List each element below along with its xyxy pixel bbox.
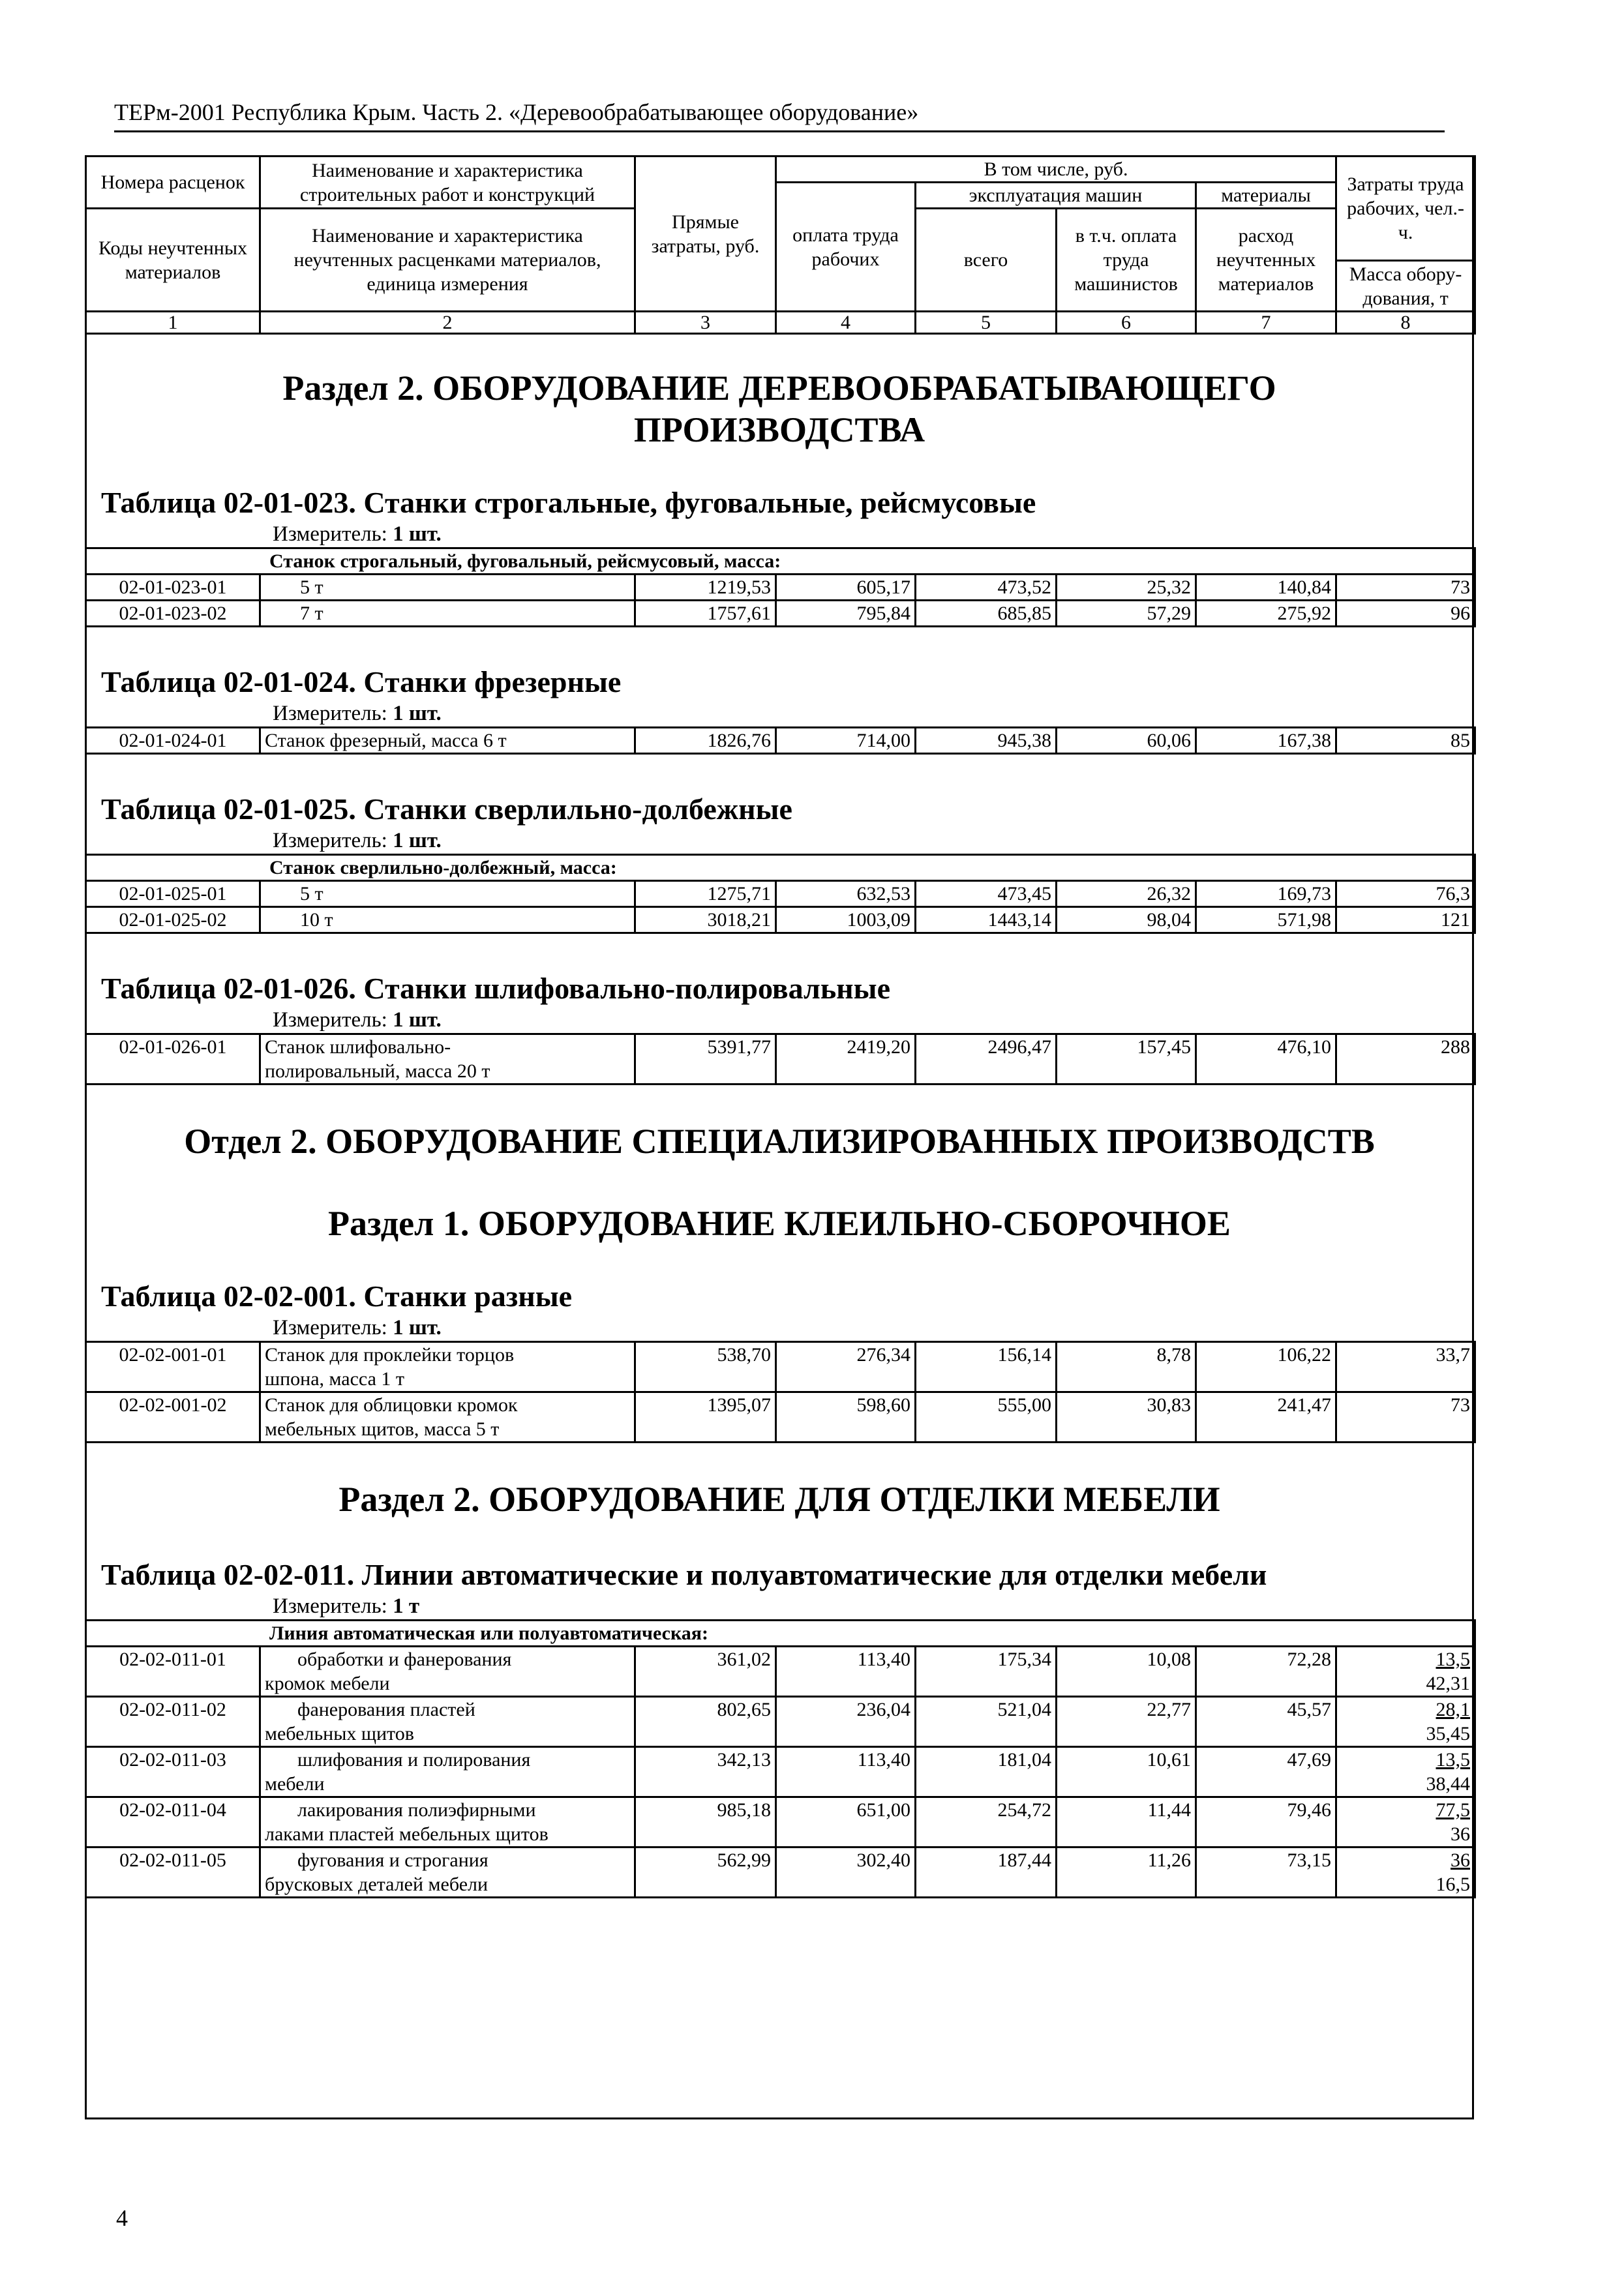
rate-code: 02-02-011-01 [86, 1647, 260, 1697]
table-row [86, 907, 1475, 933]
machinist-cost: 98,04 [1057, 907, 1196, 933]
col1-bottom-header: Коды неучтенных материалов [86, 209, 260, 312]
labor-hours-and-mass: 13,5 42,31 [1336, 1647, 1475, 1697]
material-cost: 167,38 [1196, 728, 1336, 754]
column-header-table [85, 155, 1476, 335]
column-number: 1 [86, 312, 260, 334]
table-title: Таблица 02-02-001. Станки разные [101, 1279, 573, 1313]
direct-cost: 5391,77 [635, 1034, 776, 1085]
machine-cost: 175,34 [916, 1647, 1057, 1697]
table-row [86, 1034, 1475, 1085]
column-number: 4 [776, 312, 916, 334]
table-title: Таблица 02-02-011. Линии автоматические и полуавтоматические для отделки мебели [101, 1558, 1267, 1591]
machine-cost: 181,04 [916, 1747, 1057, 1797]
rate-code: 02-01-026-01 [86, 1034, 260, 1085]
rate-name: фанерования пластей мебельных щитов [260, 1697, 635, 1747]
labor-hours-and-mass: 28,1 35,45 [1336, 1697, 1475, 1747]
machine-cost: 254,72 [916, 1797, 1057, 1848]
table-row [86, 1797, 1475, 1848]
table-title: Таблица 02-01-024. Станки фрезерные [101, 665, 622, 698]
labor-cost: 605,17 [776, 575, 916, 601]
section-title: Раздел 1. ОБОРУДОВАНИЕ КЛЕИЛЬНО-СБОРОЧНОЕ [328, 1204, 1231, 1243]
labor-hours: 73 [1336, 575, 1475, 601]
price-table-023 [85, 547, 1476, 627]
labor-cost: 632,53 [776, 881, 916, 907]
direct-cost: 1219,53 [635, 575, 776, 601]
page-number: 4 [116, 2205, 128, 2231]
price-table-2001 [85, 1341, 1476, 1443]
rate-code: 02-01-025-02 [86, 907, 260, 933]
col7-header: расход неучтенных материалов [1196, 209, 1336, 312]
unit-line: Измеритель: 1 шт. [273, 522, 442, 546]
table-row [86, 1342, 1475, 1392]
machine-cost: 473,52 [916, 575, 1057, 601]
rate-name: фугования и строгания брусковых деталей мебели [260, 1848, 635, 1898]
material-cost: 169,73 [1196, 881, 1336, 907]
labor-hours: 73 [1336, 1392, 1475, 1443]
machine-cost: 473,45 [916, 881, 1057, 907]
unit-line: Измеритель: 1 шт. [273, 1008, 442, 1032]
labor-cost: 236,04 [776, 1697, 916, 1747]
labor-hours: 121 [1336, 907, 1475, 933]
direct-cost: 1757,61 [635, 601, 776, 627]
rate-code: 02-01-025-01 [86, 881, 260, 907]
labor-cost: 2419,20 [776, 1034, 916, 1085]
material-cost: 275,92 [1196, 601, 1336, 627]
running-header: ТЕРм-2001 Республика Крым. Часть 2. «Деревообрабатывающее оборудование» [114, 98, 1445, 132]
price-table-026 [85, 1033, 1476, 1085]
direct-cost: 1275,71 [635, 881, 776, 907]
group-label: Линия автоматическая или полуавтоматическая: [86, 1621, 1475, 1647]
machinist-cost: 30,83 [1057, 1392, 1196, 1443]
labor-hours: 85 [1336, 728, 1475, 754]
column-number: 5 [916, 312, 1057, 334]
col3-header: Прямые затраты, руб. [635, 157, 776, 312]
rate-name: Станок фрезерный, масса 6 т [260, 728, 635, 754]
material-cost: 45,57 [1196, 1697, 1336, 1747]
labor-hours: 33,7 [1336, 1342, 1475, 1392]
machinist-cost: 60,06 [1057, 728, 1196, 754]
column-number: 3 [635, 312, 776, 334]
table-row [86, 1848, 1475, 1898]
col6-header: в т.ч. оплата труда машинистов [1057, 209, 1196, 312]
machine-cost: 1443,14 [916, 907, 1057, 933]
machine-cost: 156,14 [916, 1342, 1057, 1392]
table-title: Таблица 02-01-025. Станки сверлильно-долбежные [101, 792, 792, 826]
labor-hours: 76,3 [1336, 881, 1475, 907]
table-title: Таблица 02-01-026. Станки шлифовально-полировальные [101, 972, 891, 1005]
rate-code: 02-02-011-02 [86, 1697, 260, 1747]
col2-top-header: Наименование и характеристика строительных работ и конструкций [260, 157, 635, 209]
machines-header: эксплуатация машин [916, 183, 1196, 209]
column-number: 7 [1196, 312, 1336, 334]
labor-cost: 1003,09 [776, 907, 916, 933]
machine-cost: 187,44 [916, 1848, 1057, 1898]
table-row [86, 1647, 1475, 1697]
table-title: Таблица 02-01-023. Станки строгальные, фуговальные, рейсмусовые [101, 486, 1036, 519]
table-row [86, 1392, 1475, 1443]
labor-hours: 288 [1336, 1034, 1475, 1085]
group-label: Станок сверлильно-долбежный, масса: [86, 855, 1475, 881]
material-cost: 106,22 [1196, 1342, 1336, 1392]
labor-cost: 276,34 [776, 1342, 916, 1392]
table-row [86, 575, 1475, 601]
material-cost: 73,15 [1196, 1848, 1336, 1898]
direct-cost: 361,02 [635, 1647, 776, 1697]
rate-name: Станок для проклейки торцов шпона, масса 1 т [260, 1342, 635, 1392]
material-cost: 476,10 [1196, 1034, 1336, 1085]
direct-cost: 1395,07 [635, 1392, 776, 1443]
table-row [86, 728, 1475, 754]
rate-name: Станок для облицовки кромок мебельных щитов, масса 5 т [260, 1392, 635, 1443]
rate-code: 02-02-011-04 [86, 1797, 260, 1848]
col2-bottom-header: Наименование и характеристика неучтенных расценками материалов, единица измерения [260, 209, 635, 312]
rate-code: 02-02-011-05 [86, 1848, 260, 1898]
materials-header: материалы [1196, 183, 1336, 209]
direct-cost: 985,18 [635, 1797, 776, 1848]
col8-bottom-header: Масса обору-дования, т [1336, 261, 1475, 312]
unit-line: Измеритель: 1 т [273, 1594, 420, 1618]
section-title: Раздел 2. ОБОРУДОВАНИЕ ДЕРЕВООБРАБАТЫВАЮЩЕГО ПРОИЗВОДСТВА [282, 368, 1276, 449]
labor-hours-and-mass: 77,5 36 [1336, 1797, 1475, 1848]
direct-cost: 538,70 [635, 1342, 776, 1392]
machinist-cost: 10,61 [1057, 1747, 1196, 1797]
machinist-cost: 11,26 [1057, 1848, 1196, 1898]
rate-name: Станок шлифовально-полировальный, масса 20 т [260, 1034, 635, 1085]
content-frame [85, 155, 1474, 2119]
rate-code: 02-02-011-03 [86, 1747, 260, 1797]
rate-name: 7 т [260, 601, 635, 627]
column-number: 2 [260, 312, 635, 334]
machinist-cost: 157,45 [1057, 1034, 1196, 1085]
included-header: В том числе, руб. [776, 157, 1336, 183]
col1-top-header: Номера расценок [86, 157, 260, 209]
price-table-025 [85, 854, 1476, 934]
material-cost: 571,98 [1196, 907, 1336, 933]
rate-code: 02-02-001-01 [86, 1342, 260, 1392]
material-cost: 47,69 [1196, 1747, 1336, 1797]
group-label: Станок строгальный, фуговальный, рейсмусовый, масса: [86, 548, 1475, 575]
labor-cost: 302,40 [776, 1848, 916, 1898]
rate-name: шлифования и полирования мебели [260, 1747, 635, 1797]
direct-cost: 1826,76 [635, 728, 776, 754]
direct-cost: 802,65 [635, 1697, 776, 1747]
machinist-cost: 10,08 [1057, 1647, 1196, 1697]
machine-cost: 555,00 [916, 1392, 1057, 1443]
table-row [86, 1697, 1475, 1747]
rate-code: 02-01-024-01 [86, 728, 260, 754]
machinist-cost: 11,44 [1057, 1797, 1196, 1848]
unit-line: Измеритель: 1 шт. [273, 829, 442, 852]
machine-cost: 685,85 [916, 601, 1057, 627]
material-cost: 241,47 [1196, 1392, 1336, 1443]
machine-cost: 2496,47 [916, 1034, 1057, 1085]
labor-cost: 598,60 [776, 1392, 916, 1443]
direct-cost: 342,13 [635, 1747, 776, 1797]
machinist-cost: 25,32 [1057, 575, 1196, 601]
material-cost: 79,46 [1196, 1797, 1336, 1848]
column-number: 8 [1336, 312, 1475, 334]
rate-code: 02-02-001-02 [86, 1392, 260, 1443]
machinist-cost: 26,32 [1057, 881, 1196, 907]
price-table-024 [85, 726, 1476, 755]
col8-top-header: Затраты труда рабочих, чел.-ч. [1336, 157, 1475, 261]
material-cost: 140,84 [1196, 575, 1336, 601]
price-table-2011 [85, 1619, 1476, 1898]
table-row [86, 601, 1475, 627]
rate-code: 02-01-023-02 [86, 601, 260, 627]
machinist-cost: 8,78 [1057, 1342, 1196, 1392]
machine-cost: 945,38 [916, 728, 1057, 754]
labor-cost: 795,84 [776, 601, 916, 627]
material-cost: 72,28 [1196, 1647, 1336, 1697]
labor-hours-and-mass: 13,5 38,44 [1336, 1747, 1475, 1797]
column-number: 6 [1057, 312, 1196, 334]
unit-line: Измеритель: 1 шт. [273, 702, 442, 725]
labor-cost: 113,40 [776, 1747, 916, 1797]
section-title: Раздел 2. ОБОРУДОВАНИЕ ДЛЯ ОТДЕЛКИ МЕБЕЛИ [338, 1480, 1220, 1519]
direct-cost: 562,99 [635, 1848, 776, 1898]
rate-code: 02-01-023-01 [86, 575, 260, 601]
labor-cost: 113,40 [776, 1647, 916, 1697]
labor-hours: 96 [1336, 601, 1475, 627]
table-row [86, 1747, 1475, 1797]
rate-name: обработки и фанерования кромок мебели [260, 1647, 635, 1697]
machine-cost: 521,04 [916, 1697, 1057, 1747]
table-row [86, 881, 1475, 907]
labor-cost: 651,00 [776, 1797, 916, 1848]
machinist-cost: 22,77 [1057, 1697, 1196, 1747]
rate-name: 5 т [260, 881, 635, 907]
labor-cost: 714,00 [776, 728, 916, 754]
col4-header: оплата труда рабочих [776, 183, 916, 312]
rate-name: лакирования полиэфирными лаками пластей мебельных щитов [260, 1797, 635, 1848]
rate-name: 5 т [260, 575, 635, 601]
unit-line: Измеритель: 1 шт. [273, 1316, 442, 1339]
department-title: Отдел 2. ОБОРУДОВАНИЕ СПЕЦИАЛИЗИРОВАННЫХ ПРОИЗВОДСТВ [184, 1122, 1375, 1161]
rate-name: 10 т [260, 907, 635, 933]
machinist-cost: 57,29 [1057, 601, 1196, 627]
direct-cost: 3018,21 [635, 907, 776, 933]
col5-header: всего [916, 209, 1057, 312]
labor-hours-and-mass: 36 16,5 [1336, 1848, 1475, 1898]
